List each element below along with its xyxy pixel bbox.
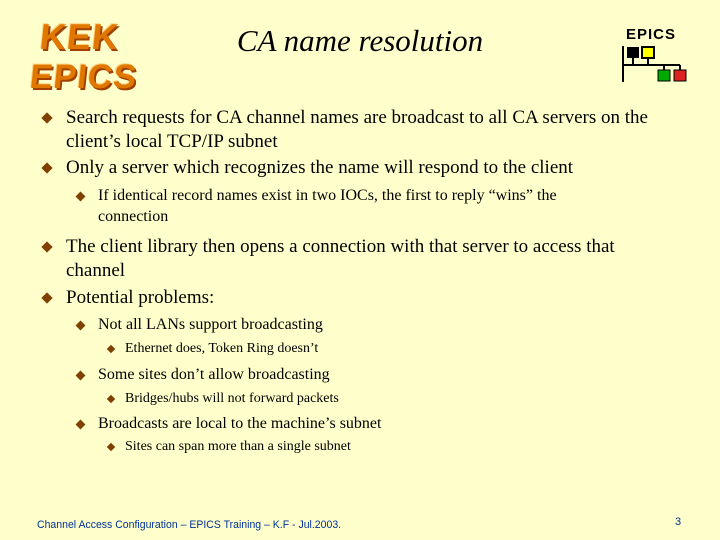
bullet-text-continued: connection xyxy=(98,208,169,225)
kek-logo-text: KEK xyxy=(37,16,122,57)
bullet-text: The client library then opens a connection with that server to access that xyxy=(66,236,615,257)
page-number: 3 xyxy=(675,516,682,528)
bullet-marker-icon xyxy=(76,420,86,430)
epics-network-logo xyxy=(620,26,688,94)
bullet-text: If identical record names exist in two IOCs, the first to reply “wins” the xyxy=(98,187,557,204)
bullet-text: Broadcasts are local to the machine’s subnet xyxy=(98,415,382,432)
bullet-marker-icon xyxy=(41,162,52,173)
bullet-marker-icon xyxy=(41,112,52,123)
bullet-text: Potential problems: xyxy=(66,287,215,308)
bullet-marker-icon xyxy=(41,241,52,252)
bullet-text: Some sites don’t allow broadcasting xyxy=(98,366,330,383)
bullet-marker-icon xyxy=(41,292,52,303)
bullet-marker-icon xyxy=(107,443,115,451)
bullet-text-continued: channel xyxy=(66,260,126,281)
bullet-text: Search requests for CA channel names are broadcast to all CA servers on the xyxy=(66,107,648,128)
epics-logo-text: EPICS xyxy=(28,58,140,96)
bullet-text: Only a server which recognizes the name will respond to the client xyxy=(66,157,574,178)
network-diagram-icon xyxy=(620,44,688,94)
bullet-marker-icon xyxy=(107,345,115,353)
bullet-text: Ethernet does, Token Ring doesn’t xyxy=(125,341,319,356)
bullet-marker-icon xyxy=(107,395,115,403)
bullet-text: Sites can span more than a single subnet xyxy=(125,439,351,454)
bullet-marker-icon xyxy=(76,371,86,381)
bullet-marker-icon xyxy=(76,192,86,202)
slide-title-text: CA name resolution xyxy=(236,23,484,58)
bullet-text: Not all LANs support broadcasting xyxy=(98,316,323,333)
epics-logo-word: EPICS xyxy=(626,26,677,43)
bullet-marker-icon xyxy=(76,321,86,331)
bullet-text-continued: client’s local TCP/IP subnet xyxy=(66,131,278,152)
bullet-text: Bridges/hubs will not forward packets xyxy=(125,391,339,406)
slide-title xyxy=(0,22,720,60)
slide-footer: Channel Access Configuration – EPICS Training – K.F - Jul.2003. xyxy=(37,518,342,532)
